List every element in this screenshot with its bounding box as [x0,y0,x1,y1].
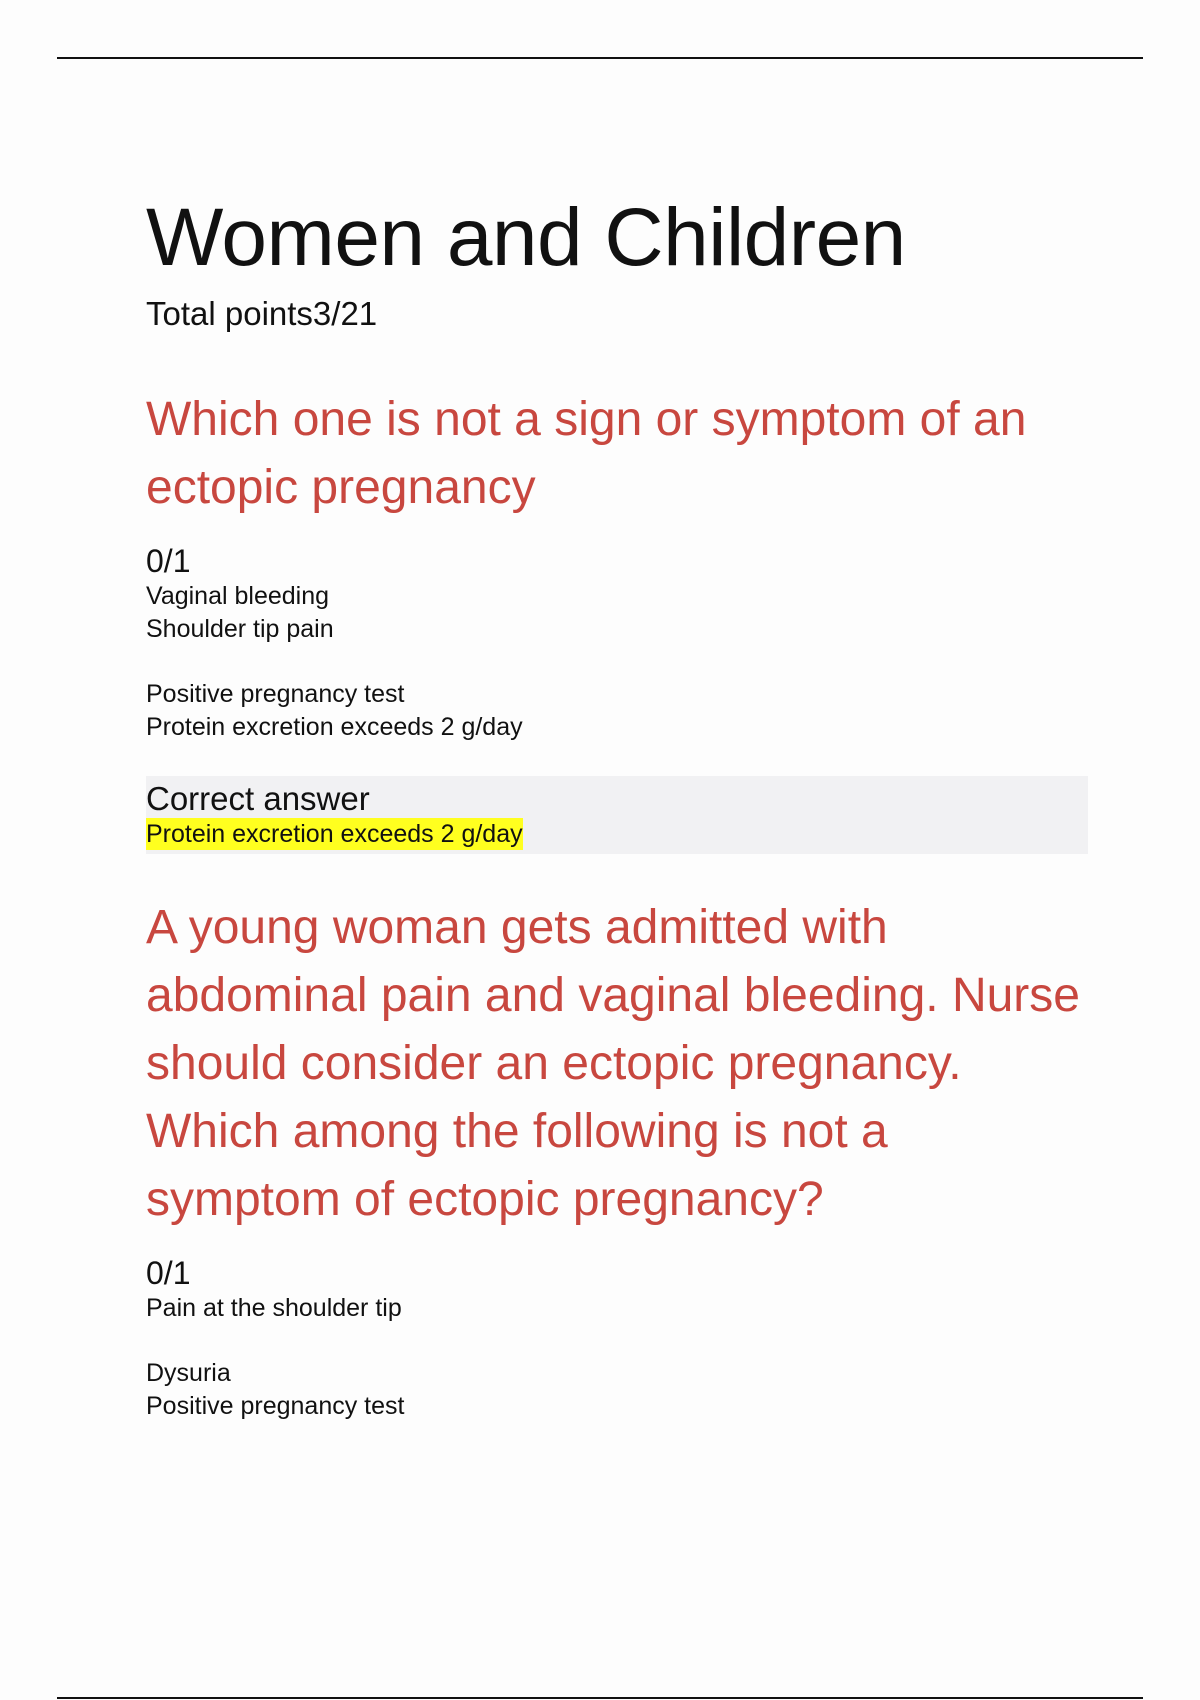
question-2-option-3: Positive pregnancy test [146,1392,405,1420]
question-1-option-2: Shoulder tip pain [146,615,334,643]
question-1-score: 0/1 [146,543,191,579]
option-spacer [146,646,1086,678]
question-2-option-1: Pain at the shoulder tip [146,1294,402,1322]
correct-answer-label: Correct answer [146,780,370,817]
question-1-option-3: Positive pregnancy test [146,680,405,708]
total-points: Total points3/21 [146,295,378,332]
correct-answer-box [146,776,1088,854]
question-2-score: 0/1 [146,1255,191,1291]
question-2-option-2: Dysuria [146,1359,231,1387]
question-2-text: A young woman gets admitted with abdominal pain and vaginal bleeding. Nurse should consider an ectopic pregnancy. Which among the following is not a symptom of ectopic pregnancy? [146,901,1080,1226]
question-1 [146,386,1086,854]
correct-answer-value: Protein excretion exceeds 2 g/day [146,820,523,848]
question-1-text: Which one is not a sign or symptom of an ectopic pregnancy [146,393,1027,514]
top-rule [57,57,1143,59]
question-1-option-4: Protein excretion exceeds 2 g/day [146,713,523,741]
quiz-content [146,190,1086,1423]
question-2 [146,894,1086,1423]
bottom-rule [57,1697,1143,1699]
page-title: Women and Children [146,192,906,283]
question-1-option-1: Vaginal bleeding [146,582,330,610]
option-spacer [146,1325,1086,1357]
